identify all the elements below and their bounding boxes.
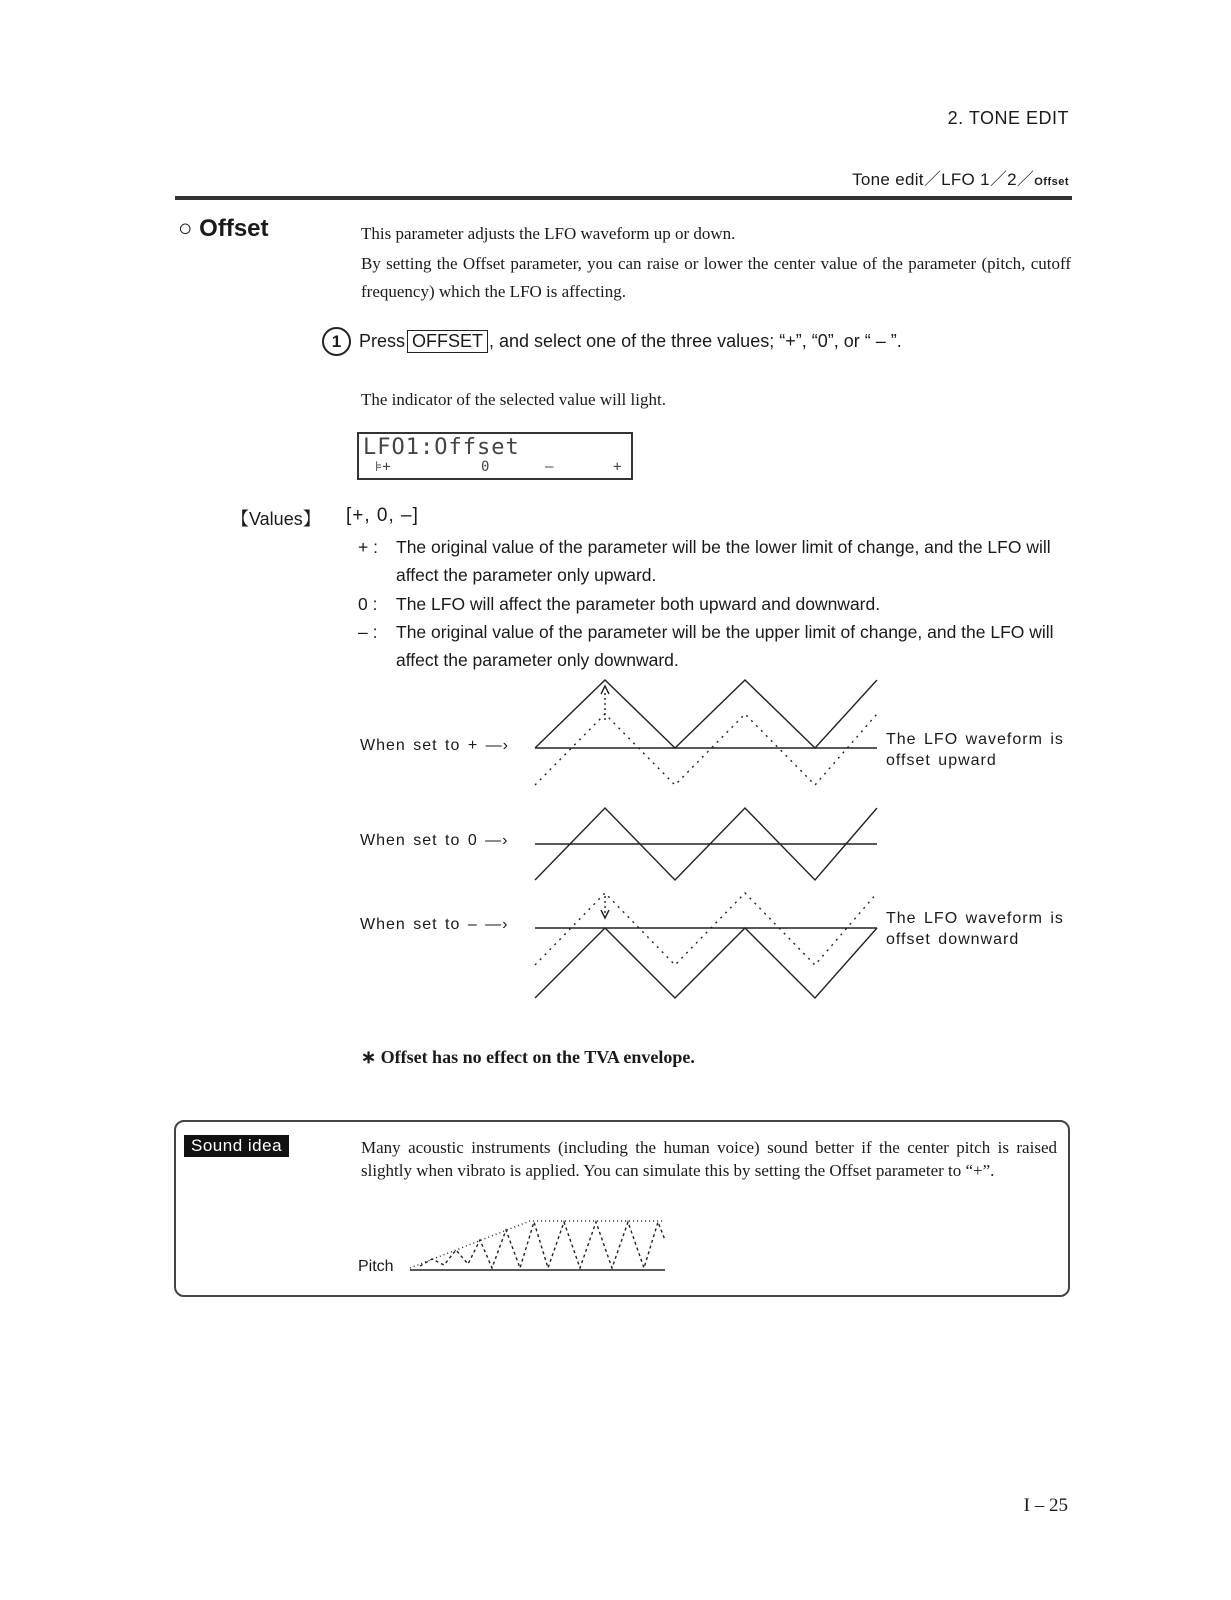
waveform-plus-dashed (535, 714, 877, 785)
lcd-line-1: LFO1:Offset (363, 435, 520, 460)
sound-idea-badge: Sound idea (184, 1135, 289, 1157)
values-label: 【Values】 (231, 509, 321, 529)
waveform-note-line: offset downward (886, 931, 1020, 948)
arrow-up-head (601, 686, 609, 694)
step-number-badge: 1 (322, 327, 351, 356)
footnote: ∗ Offset has no effect on the TVA envelope. (361, 1047, 695, 1067)
waveform-note-line: offset upward (886, 752, 997, 769)
lcd-mark-d: + (613, 459, 622, 475)
circle-icon: ○ (178, 215, 193, 242)
values-range: [+, 0, –] (346, 505, 419, 526)
value-description: The LFO will affect the parameter both upward and downward. (396, 594, 881, 614)
page-number: I – 25 (1023, 1495, 1068, 1516)
lcd-mark-c: — (545, 459, 554, 475)
waveform-minus-solid (535, 928, 877, 998)
waveform-note-line: The LFO waveform is (886, 731, 1064, 748)
value-description: The original value of the parameter will be the upper limit of change, and the LFO will affect the parameter only downward. (396, 622, 1054, 670)
waveform-plus-solid (535, 680, 877, 748)
chapter-heading: 2. TONE EDIT (947, 108, 1069, 128)
intro-line-2: By setting the Offset parameter, you can raise or lower the center value of the parameter (pitch, cutoff frequency) which the LFO is affecting. (361, 254, 1071, 301)
sound-idea-text: Many acoustic instruments (including the human voice) sound better if the center pitch is raised slightly when vibrato is applied. You can simulate this by setting the Offset parameter to “+”. (361, 1138, 1057, 1180)
intro-line-1: This parameter adjusts the LFO waveform up or down. (361, 224, 736, 243)
lcd-mark-a: ⊧+ (375, 459, 391, 475)
waveform-minus-dashed (535, 893, 877, 965)
waveform-label-minus: When set to – —› (360, 916, 509, 933)
value-symbol: 0 : (358, 594, 378, 614)
section-title-text: Offset (199, 215, 269, 242)
value-description: The original value of the parameter will be the lower limit of change, and the LFO will affect the parameter only upward. (396, 537, 1051, 585)
waveform-note-line: The LFO waveform is (886, 910, 1064, 927)
step-text-after: , and select one of the three values; “+”, “0”, or “ – ”. (489, 331, 902, 351)
waveform-label-plus: When set to + —› (360, 737, 509, 754)
pitch-label: Pitch (358, 1258, 394, 1275)
waveform-label-zero: When set to 0 —› (360, 832, 509, 849)
step-text-before: Press (359, 331, 406, 351)
section-path-main: Tone edit／LFO 1／2／ (852, 170, 1035, 189)
value-symbol: – : (358, 622, 378, 642)
lcd-mark-b: 0 (481, 459, 490, 475)
indicator-note: The indicator of the selected value will light. (361, 390, 666, 409)
section-path-small: Offset (1034, 176, 1069, 188)
value-symbol: + : (358, 537, 378, 557)
offset-key: OFFSET (407, 330, 488, 353)
